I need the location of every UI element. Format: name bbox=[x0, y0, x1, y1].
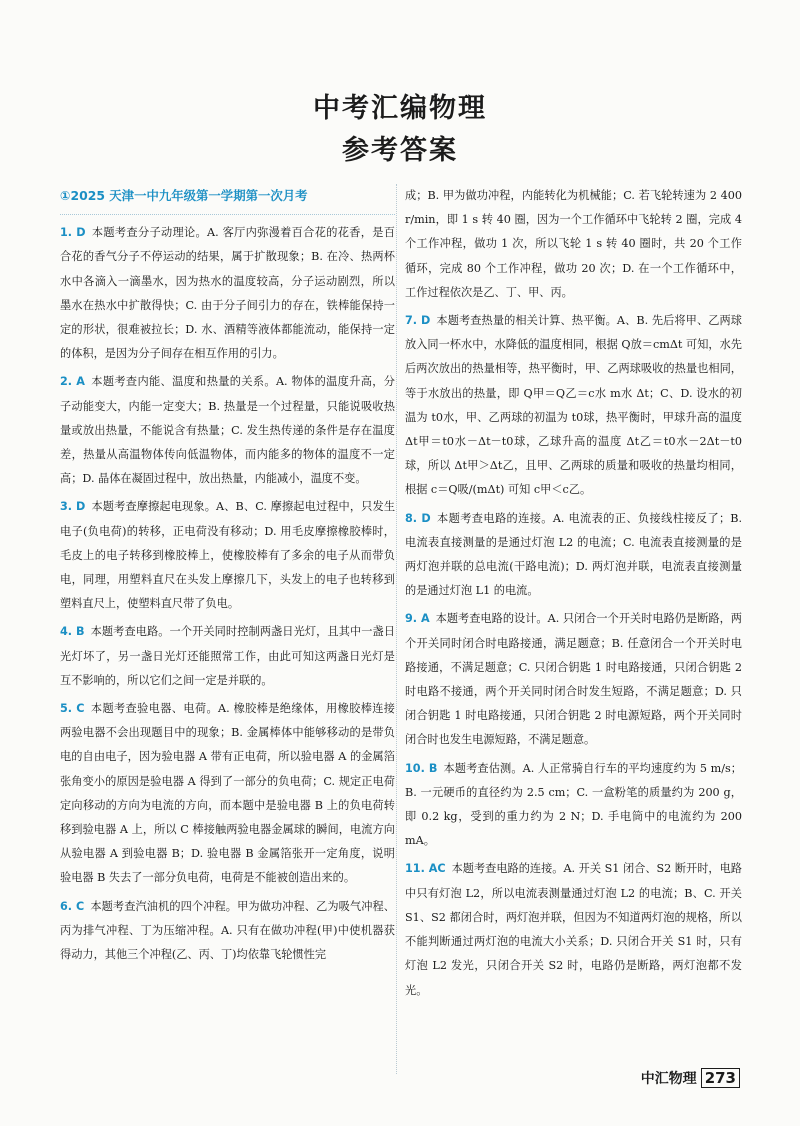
answer-item bbox=[60, 697, 395, 891]
answer-item bbox=[60, 895, 395, 968]
page-subtitle: 参考答案 bbox=[342, 135, 458, 166]
answer-number: 2. A bbox=[60, 375, 85, 389]
answer-number: 4. B bbox=[60, 625, 85, 639]
answer-item bbox=[405, 857, 742, 1002]
answer-number: 1. D bbox=[60, 226, 86, 240]
page-number: 273 bbox=[701, 1068, 740, 1088]
column-divider bbox=[396, 184, 397, 1074]
answer-explanation: 本题考查汽油机的四个冲程。甲为做功冲程、乙为吸气冲程、丙为排气冲程、丁为压缩冲程。A. 只有在做功冲程(甲)中使机器获得动力，其他三个冲程(乙、丙、丁)均依靠飞轮惯性完 bbox=[60, 899, 395, 962]
answer-number: 7. D bbox=[405, 314, 431, 328]
answer-item bbox=[405, 184, 742, 305]
answer-number: 10. B bbox=[405, 761, 438, 775]
answer-explanation: 本题考查摩擦起电现象。A、B、C. 摩擦起电过程中，只发生电子(负电荷)的转移，正电荷没有移动；D. 用毛皮摩擦橡胶棒时，毛皮上的电子转移到橡胶棒上，使橡胶棒有了多余的电子从而带负电，同理，用塑料直尺在头发上摩擦几下，头发上的电子也转移到塑料直尺上，使塑料直尺带了负电。 bbox=[60, 500, 396, 611]
answer-item bbox=[405, 757, 742, 854]
answer-item bbox=[405, 507, 742, 604]
answer-item bbox=[60, 495, 395, 616]
answer-number: 6. C bbox=[60, 899, 85, 913]
answer-number: 5. C bbox=[60, 702, 85, 716]
answer-explanation: 本题考查电路的设计。A. 只闭合一个开关时电路仍是断路，两个开关同时闭合时电路接通，满足题意；B. 任意闭合一个开关时电路接通，不满足题意；C. 只闭合钥匙 1 时电路接通，只闭合钥匙 2 时电路不接通，两个开关同时闭合时发生短路，不满足题意；D. 只闭合钥匙 1 时电路接通，只闭合钥匙 2 时电源短路，两个开关同时闭合时也发生电源短路，不满足题意。 bbox=[405, 612, 742, 747]
right-column bbox=[405, 184, 742, 1007]
answer-explanation: 本题考查电路。一个开关同时控制两盏日光灯，且其中一盏日光灯坏了，另一盏日光灯还能照常工作，由此可知这两盏日光灯是互不影响的，所以它们之间一定是并联的。 bbox=[60, 625, 395, 687]
answer-explanation: 本题考查内能、温度和热量的关系。A. 物体的温度升高，分子动能变大，内能一定变大；B. 热量是一个过程量，只能说吸收热量或放出热量，不能说含有热量；C. 发生热传递的条件是存在温度差，热量从高温物体传向低温物体，而内能多的物体的温度不一定高；D. 晶体在凝固过程中，放出热量，内能减小，温度不变。 bbox=[60, 375, 395, 486]
page-footer bbox=[641, 1068, 740, 1088]
answer-number: 3. D bbox=[60, 500, 86, 514]
answer-number: 11. AC bbox=[405, 862, 446, 876]
answer-item bbox=[60, 221, 395, 366]
answer-explanation: 本题考查电路的连接。A. 开关 S1 闭合、S2 断开时，电路中只有灯泡 L2，所以电流表测量通过灯泡 L2 的电流；B、C. 开关 S1、S2 都闭合时，两灯泡并联，但因为不知道两灯泡的规格，所以不能判断通过两灯泡的电流大小关系；D. 只闭合开关 S1 时，只有灯泡 L2 发光，只闭合开关 S2 时，电路仍是断路，两灯泡都不发光。 bbox=[405, 862, 742, 997]
answer-explanation: 本题考查验电器、电荷。A. 橡胶棒是绝缘体，用橡胶棒连接两验电器不会出现题目中的现象；B. 金属棒体中能够移动的是带负电的自由电子，因为验电器 A 带有正电荷，所以验电器 A 的金属箔张角变小的原因是验电器 A 得到了一部分的负电荷；C. 规定正电荷定向移动的方向为电流的方向，而本题中是验电器 B 上的负电荷转移到验电器 A 上，所以 C 棒接触两验电器金属球的瞬间，电流方向从验电器 A 到验电器 B；D. 验电器 B 金属箔张开一定角度，说明验电器 B 失去了一部分负电荷，电荷是不能被创造出来的。 bbox=[60, 702, 395, 885]
answer-explanation: 成；B. 甲为做功冲程，内能转化为机械能；C. 若飞轮转速为 2 400 r/min，即 1 s 转 40 圈，因为一个工作循环中飞轮转 2 圈，完成 4 个工作冲程，做功 1 次，所以飞轮 1 s 转 40 圈时，共 20 个工作循环，完成 80 个工作冲程，做功 20 次；D. 在一个工作循环中，工作过程依次是乙、丁、甲、丙。 bbox=[405, 189, 742, 299]
answer-explanation: 本题考查热量的相关计算、热平衡。A、B. 先后将甲、乙两球放入同一杯水中，水降低的温度相同，根据 Q放＝cmΔt 可知，水先后两次放出的热量相等，热平衡时，甲、乙两球吸收的热量也相同，等于水放出的热量，即 Q甲＝Q乙＝c水 m水 Δt；C、D. 设水的初温为 t0水，甲、乙两球的初温为 t0球，热平衡时，甲球升高的温度 Δt甲＝t0水－Δt－t0球，乙球升高的温度 Δt乙＝t0水－2Δt－t0球，所以 Δt甲＞Δt乙，且甲、乙两球的质量和吸收的热量均相同，根据 c＝Q吸/(mΔt) 可知 c甲＜c乙。 bbox=[405, 314, 742, 497]
answer-explanation: 本题考查电路的连接。A. 电流表的正、负接线柱接反了；B. 电流表直接测量的是通过灯泡 L2 的电流；C. 电流表直接测量的是两灯泡并联的总电流(干路电流)；D. 两灯泡并联，电流表直接测量的是通过灯泡 L1 的电流。 bbox=[405, 511, 742, 598]
answer-number: 8. D bbox=[405, 511, 431, 525]
answer-item bbox=[60, 370, 395, 491]
page-title: 中考汇编物理 bbox=[313, 93, 487, 124]
answer-explanation: 本题考查分子动理论。A. 客厅内弥漫着百合花的花香，是百合花的香气分子不停运动的结果，属于扩散现象；B. 在冷、热两杯水中各滴入一滴墨水，因为热水的温度较高，分子运动剧烈，所以墨水在热水中扩散得快；C. 由于分子间引力的存在，铁棒能保持一定的形状，很难被拉长；D. 水、酒精等液体都能流动，能保持一定的体积，是因为分子间存在相互作用的引力。 bbox=[60, 226, 395, 361]
answer-explanation: 本题考查估测。A. 人正常骑自行车的平均速度约为 5 m/s；B. 一元硬币的直径约为 2.5 cm；C. 一盒粉笔的质量约为 200 g，即 0.2 kg，受到的重力约为 2 N；D. 手电筒中的电流约为 200 mA。 bbox=[405, 761, 742, 848]
answer-number: 9. A bbox=[405, 612, 430, 626]
answer-item bbox=[405, 309, 742, 503]
section-title: ①2025 天津一中九年级第一学期第一次月考 bbox=[60, 184, 395, 215]
footer-label: 中汇物理 bbox=[640, 1071, 697, 1087]
answer-item bbox=[405, 607, 742, 752]
answer-item bbox=[60, 620, 395, 693]
left-column bbox=[60, 184, 395, 971]
